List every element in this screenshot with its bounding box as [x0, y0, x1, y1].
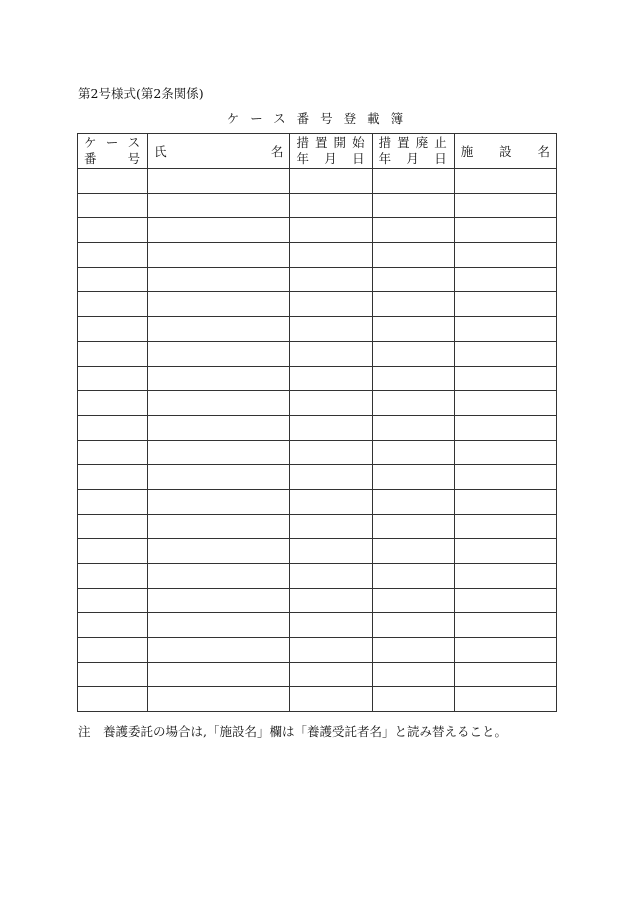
cell-placement-end[interactable] [372, 391, 454, 416]
footnote: 注 養護委託の場合は,「施設名」欄は「養護受託者名」と読み替えること。 [78, 724, 507, 739]
table-row [78, 193, 557, 218]
table-row [78, 687, 557, 712]
cell-placement-end[interactable] [372, 564, 454, 589]
header-placement-end: 措 置 廃 止 年 月 日 [372, 134, 454, 169]
cell-facility-name[interactable] [454, 489, 556, 514]
cell-name[interactable] [148, 169, 290, 194]
table-row [78, 243, 557, 268]
cell-placement-end[interactable] [372, 514, 454, 539]
cell-placement-end[interactable] [372, 415, 454, 440]
cell-name[interactable] [148, 243, 290, 268]
cell-placement-end[interactable] [372, 243, 454, 268]
table-row [78, 588, 557, 613]
table-row [78, 366, 557, 391]
cell-placement-start[interactable] [290, 243, 372, 268]
cell-placement-start[interactable] [290, 465, 372, 490]
header-name: 氏 名 [148, 134, 290, 169]
cell-name[interactable] [148, 391, 290, 416]
cell-case-number[interactable] [78, 539, 148, 564]
table-row [78, 341, 557, 366]
cell-placement-end[interactable] [372, 317, 454, 342]
table-row [78, 465, 557, 490]
table-row [78, 292, 557, 317]
cell-case-number[interactable] [78, 292, 148, 317]
table-row [78, 514, 557, 539]
cell-case-number[interactable] [78, 193, 148, 218]
cell-placement-start[interactable] [290, 218, 372, 243]
cell-case-number[interactable] [78, 169, 148, 194]
table-row [78, 489, 557, 514]
cell-placement-end[interactable] [372, 169, 454, 194]
cell-placement-end[interactable] [372, 440, 454, 465]
cell-case-number[interactable] [78, 243, 148, 268]
cell-placement-start[interactable] [290, 514, 372, 539]
cell-case-number[interactable] [78, 465, 148, 490]
cell-name[interactable] [148, 638, 290, 663]
cell-case-number[interactable] [78, 514, 148, 539]
cell-case-number[interactable] [78, 218, 148, 243]
cell-facility-name[interactable] [454, 539, 556, 564]
cell-name[interactable] [148, 415, 290, 440]
cell-facility-name[interactable] [454, 193, 556, 218]
cell-placement-start[interactable] [290, 440, 372, 465]
cell-case-number[interactable] [78, 638, 148, 663]
cell-facility-name[interactable] [454, 613, 556, 638]
cell-case-number[interactable] [78, 366, 148, 391]
cell-placement-start[interactable] [290, 391, 372, 416]
cell-placement-start[interactable] [290, 292, 372, 317]
cell-placement-start[interactable] [290, 267, 372, 292]
cell-case-number[interactable] [78, 391, 148, 416]
table-row [78, 539, 557, 564]
cell-facility-name[interactable] [454, 267, 556, 292]
cell-case-number[interactable] [78, 489, 148, 514]
cell-placement-start[interactable] [290, 169, 372, 194]
cell-placement-start[interactable] [290, 687, 372, 712]
cell-facility-name[interactable] [454, 169, 556, 194]
cell-placement-end[interactable] [372, 218, 454, 243]
cell-placement-start[interactable] [290, 341, 372, 366]
cell-placement-end[interactable] [372, 687, 454, 712]
cell-name[interactable] [148, 514, 290, 539]
cell-placement-end[interactable] [372, 588, 454, 613]
cell-facility-name[interactable] [454, 440, 556, 465]
cell-name[interactable] [148, 588, 290, 613]
cell-name[interactable] [148, 440, 290, 465]
cell-name[interactable] [148, 613, 290, 638]
cell-case-number[interactable] [78, 440, 148, 465]
cell-placement-start[interactable] [290, 317, 372, 342]
table-row [78, 440, 557, 465]
cell-facility-name[interactable] [454, 687, 556, 712]
table-row [78, 613, 557, 638]
table-row [78, 267, 557, 292]
cell-placement-start[interactable] [290, 489, 372, 514]
table-row [78, 662, 557, 687]
cell-placement-end[interactable] [372, 539, 454, 564]
cell-placement-start[interactable] [290, 415, 372, 440]
cell-placement-end[interactable] [372, 613, 454, 638]
cell-placement-end[interactable] [372, 465, 454, 490]
cell-placement-start[interactable] [290, 366, 372, 391]
cell-name[interactable] [148, 465, 290, 490]
header-row [78, 134, 557, 169]
cell-name[interactable] [148, 564, 290, 589]
cell-facility-name[interactable] [454, 588, 556, 613]
table-row [78, 317, 557, 342]
cell-case-number[interactable] [78, 613, 148, 638]
cell-facility-name[interactable] [454, 366, 556, 391]
cell-placement-end[interactable] [372, 662, 454, 687]
header-placement-start: 措 置 開 始 年 月 日 [290, 134, 372, 169]
cell-case-number[interactable] [78, 267, 148, 292]
cell-name[interactable] [148, 218, 290, 243]
cell-placement-end[interactable] [372, 638, 454, 663]
cell-facility-name[interactable] [454, 465, 556, 490]
cell-name[interactable] [148, 687, 290, 712]
cell-name[interactable] [148, 539, 290, 564]
cell-placement-end[interactable] [372, 267, 454, 292]
cell-facility-name[interactable] [454, 662, 556, 687]
table-row [78, 415, 557, 440]
cell-placement-start[interactable] [290, 193, 372, 218]
cell-placement-start[interactable] [290, 638, 372, 663]
cell-case-number[interactable] [78, 415, 148, 440]
cell-case-number[interactable] [78, 564, 148, 589]
cell-name[interactable] [148, 489, 290, 514]
cell-facility-name[interactable] [454, 243, 556, 268]
cell-name[interactable] [148, 292, 290, 317]
table-row [78, 564, 557, 589]
cell-name[interactable] [148, 317, 290, 342]
cell-case-number[interactable] [78, 317, 148, 342]
header-facility-name: 施 設 名 [454, 134, 556, 169]
cell-facility-name[interactable] [454, 292, 556, 317]
case-register-table [77, 133, 557, 712]
cell-placement-start[interactable] [290, 662, 372, 687]
cell-case-number[interactable] [78, 687, 148, 712]
cell-case-number[interactable] [78, 662, 148, 687]
cell-name[interactable] [148, 193, 290, 218]
cell-case-number[interactable] [78, 341, 148, 366]
cell-facility-name[interactable] [454, 317, 556, 342]
table-row [78, 391, 557, 416]
cell-name[interactable] [148, 662, 290, 687]
cell-case-number[interactable] [78, 588, 148, 613]
cell-placement-start[interactable] [290, 539, 372, 564]
table-row [78, 169, 557, 194]
cell-placement-end[interactable] [372, 292, 454, 317]
cell-name[interactable] [148, 267, 290, 292]
cell-facility-name[interactable] [454, 415, 556, 440]
cell-facility-name[interactable] [454, 391, 556, 416]
cell-placement-start[interactable] [290, 588, 372, 613]
cell-placement-end[interactable] [372, 366, 454, 391]
form-label: 第2号様式(第2条関係) [78, 86, 204, 101]
cell-name[interactable] [148, 341, 290, 366]
register-body [78, 169, 557, 712]
cell-facility-name[interactable] [454, 514, 556, 539]
header-case-number: ケ ー ス 番 号 [78, 134, 148, 169]
document-title: ケース番号登載簿 [226, 111, 415, 126]
cell-facility-name[interactable] [454, 638, 556, 663]
table-row [78, 218, 557, 243]
table-row [78, 638, 557, 663]
cell-facility-name[interactable] [454, 218, 556, 243]
cell-placement-end[interactable] [372, 341, 454, 366]
cell-placement-end[interactable] [372, 193, 454, 218]
cell-name[interactable] [148, 366, 290, 391]
cell-facility-name[interactable] [454, 341, 556, 366]
cell-placement-start[interactable] [290, 613, 372, 638]
cell-facility-name[interactable] [454, 564, 556, 589]
cell-placement-start[interactable] [290, 564, 372, 589]
cell-placement-end[interactable] [372, 489, 454, 514]
